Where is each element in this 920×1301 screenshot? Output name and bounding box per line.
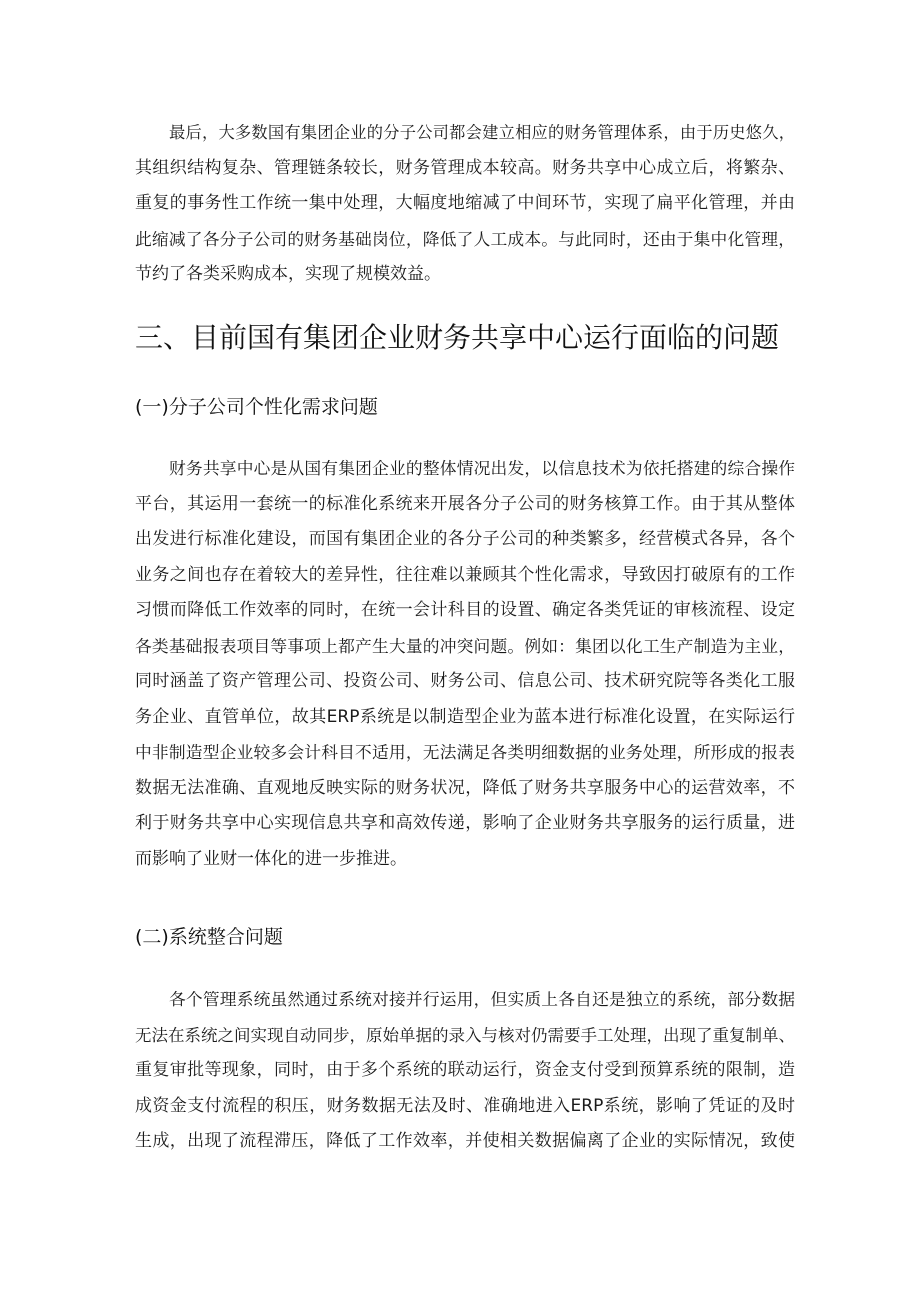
text-line: 重复审批等现象，同时，由于多个系统的联动运行，资金支付受到预算系统的限制，造 <box>135 1060 795 1080</box>
paragraph-benefits <box>135 115 795 293</box>
section-heading: 三、目前国有集团企业财务共享中心运行面临的问题 <box>135 321 780 354</box>
paragraph-personalization <box>135 451 795 877</box>
text-line: 此缩减了各分子公司的财务基础岗位，降低了人工成本。与此同时，还由于集中化管理， <box>135 228 795 249</box>
text-line: 出发进行标准化建设，而国有集团企业的各分子公司的种类繁多，经营模式各异，各个 <box>135 529 795 549</box>
text-line: 务企业、直管单位，故其ERP系统是以制造型企业为蓝本进行标准化设置，在实际运行 <box>135 706 795 727</box>
text-line: 财务共享中心是从国有集团企业的整体情况出发，以信息技术为依托搭建的综合操作 <box>169 458 795 478</box>
text-line: 习惯而降低工作效率的同时，在统一会计科目的设置、确定各类凭证的审核流程、设定 <box>135 600 795 620</box>
text-line: 平台，其运用一套统一的标准化系统来开展各分子公司的财务核算工作。由于其从整体 <box>135 493 795 514</box>
paragraph-system-integration <box>135 982 795 1160</box>
subsection-heading-1: (一)分子公司个性化需求问题 <box>135 396 378 418</box>
text-line: 业务之间也存在着较大的差异性，往往难以兼顾其个性化需求，导致因打破原有的工作 <box>135 564 795 585</box>
text-line: 利于财务共享中心实现信息共享和高效传递，影响了企业财务共享服务的运行质量，进 <box>135 813 795 833</box>
text-line: 成资金支付流程的积压，财务数据无法及时、准确地进入ERP系统，影响了凭证的及时 <box>135 1095 795 1116</box>
text-line: 同时涵盖了资产管理公司、投资公司、财务公司、信息公司、技术研究院等各类化工服 <box>135 671 795 691</box>
text-line: 中非制造型企业较多会计科目不适用，无法满足各类明细数据的业务处理，所形成的报表 <box>135 742 795 762</box>
text-line: 生成，出现了流程滞压，降低了工作效率，并使相关数据偏离了企业的实际情况，致使 <box>135 1131 795 1151</box>
text-line: 各个管理系统虽然通过系统对接并行运用，但实质上各自还是独立的系统，部分数据 <box>169 989 795 1009</box>
text-line: 重复的事务性工作统一集中处理，大幅度地缩减了中间环节，实现了扁平化管理，并由 <box>135 193 795 213</box>
text-line: 节约了各类采购成本，实现了规模效益。 <box>135 264 441 284</box>
text-line: 最后，大多数国有集团企业的分子公司都会建立相应的财务管理体系，由于历史悠久， <box>169 123 795 142</box>
text-line: 而影响了业财一体化的进一步推进。 <box>135 848 407 869</box>
text-line: 无法在系统之间实现自动同步，原始单据的录入与核对仍需要手工处理，出现了重复制单、 <box>135 1025 795 1045</box>
text-line: 其组织结构复杂、管理链条较长，财务管理成本较高。财务共享中心成立后，将繁杂、 <box>135 157 795 178</box>
text-line: 数据无法准确、直观地反映实际的财务状况，降低了财务共享服务中心的运营效率，不 <box>135 777 795 798</box>
text-line: 各类基础报表项目等事项上都产生大量的冲突问题。例如：集团以化工生产制造为主业， <box>135 635 795 656</box>
subsection-heading-2: (二)系统整合问题 <box>135 926 283 948</box>
